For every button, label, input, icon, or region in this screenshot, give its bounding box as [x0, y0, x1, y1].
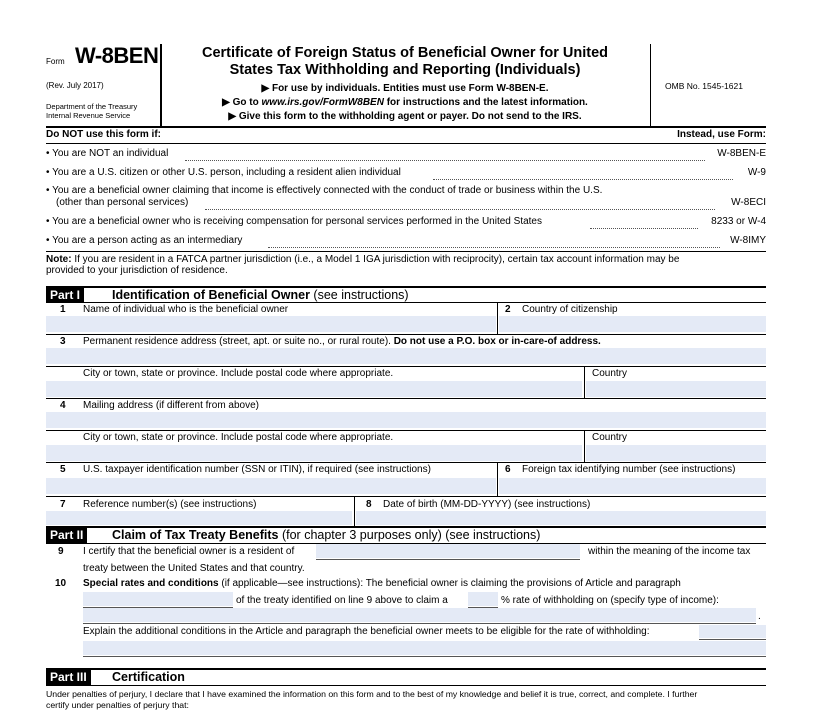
part3-label: Part III [46, 670, 91, 685]
mailing-address-label: Mailing address (if different from above) [83, 400, 260, 411]
treaty-country-label: I certify that the beneficial owner is a resident of [83, 546, 295, 557]
list-item: • You are a beneficial owner claiming that income is effectively connected with the conduct of trade or business within the U.S. [46, 185, 603, 196]
list-item: • You are a U.S. citizen or other U.S. person, including a resident alien individual [46, 167, 401, 178]
alternate-form: W-8ECI [731, 197, 766, 208]
mailing-country-label: Country [592, 432, 628, 443]
alternate-form: W-8BEN-E [717, 148, 766, 159]
mailing-address-field[interactable] [46, 412, 766, 428]
treaty-country-field[interactable] [316, 544, 580, 558]
line-number: 3 [60, 336, 66, 347]
line-number: 2 [505, 304, 511, 315]
rate-withholding-text: % rate of withholding on (specify type of income): [501, 595, 719, 606]
citizenship-field[interactable] [499, 316, 766, 332]
note-label: Note: [46, 254, 72, 265]
part1-label: Part I [46, 288, 84, 303]
line-number: 5 [60, 464, 66, 475]
instruction-entities: ▶ For use by individuals. Entities must use Form W-8BEN-E. [261, 83, 549, 94]
name-field[interactable] [46, 316, 496, 332]
line-number: 6 [505, 464, 511, 475]
line-number: 8 [366, 499, 372, 510]
line-number: 9 [58, 546, 64, 557]
instruction-website: ▶ Go to www.irs.gov/FormW8BEN for instructions and the latest information. [222, 97, 588, 108]
form-word: Form [46, 57, 65, 66]
line-number: 4 [60, 400, 66, 411]
mailing-city-field[interactable] [46, 445, 582, 461]
instructions-block [160, 82, 650, 124]
treaty-claim-text: of the treaty identified on line 9 above to claim a [236, 595, 448, 606]
foreign-tin-label: Foreign tax identifying number (see instructions) [522, 464, 736, 475]
part2-title: Claim of Tax Treaty Benefits (for chapter 3 purposes only) (see instructions) [112, 528, 541, 542]
form-number: W-8BEN [75, 43, 159, 68]
us-tin-label: U.S. taxpayer identification number (SSN or ITIN), if required (see instructions) [83, 464, 431, 475]
part3-title: Certification [112, 670, 185, 684]
residence-address-label: Permanent residence address (street, apt. or suite no., or rural route). Do not use a P.O. box or in-care-of address. [83, 336, 601, 347]
note-text-continued: provided to your jurisdiction of residence. [46, 265, 228, 276]
list-item: • You are a beneficial owner who is receiving compensation for personal services performed in the United States [46, 216, 542, 227]
income-type-field[interactable] [83, 608, 756, 622]
department-line2: Internal Revenue Service [46, 111, 131, 120]
line-number: 1 [60, 304, 66, 315]
name-label: Name of individual who is the beneficial owner [83, 304, 289, 315]
residence-country-label: Country [592, 368, 628, 379]
foreign-tin-field[interactable] [499, 478, 766, 494]
instruction-send: ▶ Give this form to the withholding agent or payer. Do not send to the IRS. [228, 111, 582, 122]
treaty-meaning-text: within the meaning of the income tax [588, 546, 751, 557]
explain-field-2[interactable] [83, 641, 766, 655]
note-text: If you are resident in a FATCA partner jurisdiction (i.e., a Model 1 IGA jurisdiction with reciprocity), certain tax account information may be [71, 254, 680, 265]
instead-use-heading: Instead, use Form: [677, 129, 766, 140]
title-line2: States Tax Withholding and Reporting (Individuals) [229, 62, 581, 78]
withholding-rate-field[interactable] [468, 592, 498, 606]
reference-number-label: Reference number(s) (see instructions) [83, 499, 257, 510]
part2-label: Part II [46, 528, 87, 543]
form-title [160, 45, 650, 79]
revision-date: (Rev. July 2017) [46, 81, 104, 90]
list-item: • You are a person acting as an intermediary [46, 235, 243, 246]
citizenship-label: Country of citizenship [522, 304, 618, 315]
residence-city-field[interactable] [46, 381, 582, 397]
omb-number: OMB No. 1545-1621 [665, 81, 743, 91]
do-not-use-heading: Do NOT use this form if: [46, 129, 161, 140]
line-number: 7 [60, 499, 66, 510]
residence-city-label: City or town, state or province. Include postal code where appropriate. [83, 368, 394, 379]
special-rates-label: Special rates and conditions (if applicable—see instructions): The beneficial owner is claiming the provisions of Article and paragraph [83, 578, 681, 589]
residence-address-field[interactable] [46, 348, 766, 364]
list-item-continued: (other than personal services) [56, 197, 189, 208]
alternate-form: 8233 or W-4 [711, 216, 766, 227]
alternate-form: W-9 [747, 167, 766, 178]
treaty-between-text: treaty between the United States and that country. [83, 563, 305, 574]
mailing-city-label: City or town, state or province. Include postal code where appropriate. [83, 432, 394, 443]
reference-number-field[interactable] [46, 511, 352, 525]
us-tin-field[interactable] [46, 478, 496, 494]
alternate-form: W-8IMY [730, 235, 766, 246]
article-paragraph-field[interactable] [83, 592, 233, 606]
date-of-birth-field[interactable] [356, 511, 766, 525]
date-of-birth-label: Date of birth (MM-DD-YYYY) (see instructions) [383, 499, 591, 510]
certification-text-continued: certify under penalties of perjury that: [46, 700, 189, 710]
title-line1: Certificate of Foreign Status of Beneficial Owner for United [201, 45, 609, 61]
certification-text: Under penalties of perjury, I declare that I have examined the information on this form and to the best of my knowledge and belief it is true, correct, and complete. I further [46, 689, 698, 699]
residence-country-field[interactable] [586, 381, 766, 397]
period-mark: . [758, 611, 761, 622]
list-item: • You are NOT an individual [46, 148, 169, 159]
mailing-country-field[interactable] [586, 445, 766, 461]
explain-conditions-label: Explain the additional conditions in the Article and paragraph the beneficial owner meets to be eligible for the rate of withholding: [83, 626, 650, 637]
part1-title: Identification of Beneficial Owner (see instructions) [112, 288, 409, 302]
line-number: 10 [55, 578, 67, 589]
irs-url-link[interactable]: www.irs.gov/FormW8BEN [261, 97, 384, 108]
explain-field-1[interactable] [699, 625, 766, 638]
department-line1: Department of the Treasury [46, 102, 138, 111]
